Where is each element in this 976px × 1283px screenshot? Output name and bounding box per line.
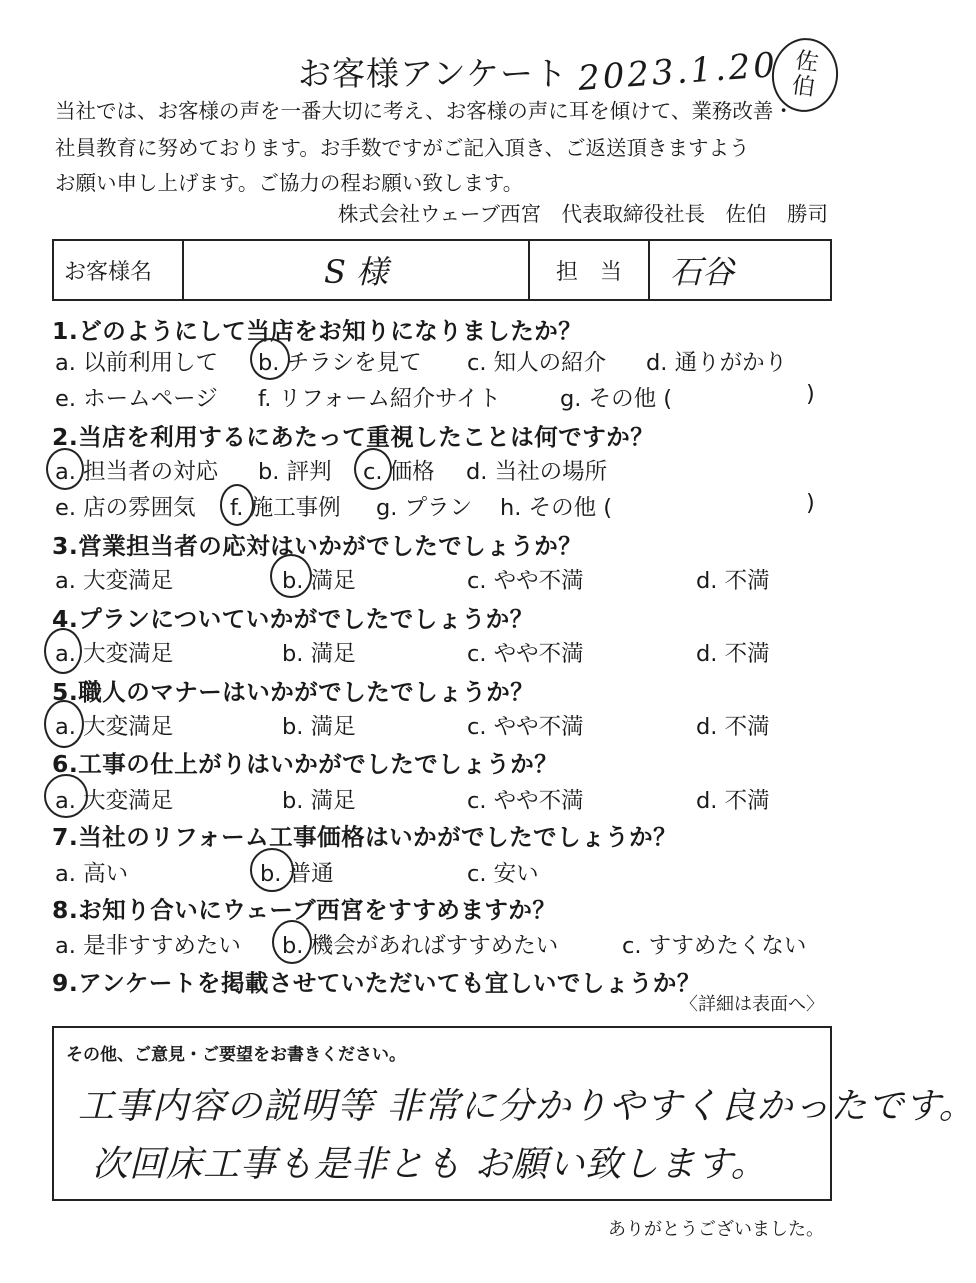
q3-option-b[interactable]: b. 満足 (282, 568, 356, 594)
q7-option-b[interactable]: b. 普通 (260, 861, 334, 887)
detail-note: 〈詳細は表面へ〉 (680, 994, 824, 1015)
q1-option-f[interactable]: f. リフォーム紹介サイト (258, 386, 501, 412)
q5-option-b[interactable]: b. 満足 (282, 714, 356, 740)
staff-label: 担 当 (530, 241, 650, 299)
q3-option-c[interactable]: c. やや不満 (467, 568, 584, 594)
q7-selected-circle (250, 848, 294, 892)
q8-option-b[interactable]: b. 機会があればすすめたい (282, 933, 559, 959)
question-7: 7.当社のリフォーム工事価格はいかがでしたでしょうか？ (52, 823, 678, 851)
q2-option-e[interactable]: e. 店の雰囲気 (55, 495, 196, 521)
q2-option-b[interactable]: b. 評判 (258, 459, 332, 485)
q1-option-e[interactable]: e. ホームページ (55, 386, 218, 412)
q4-selected-circle (44, 628, 82, 674)
question-4: 4.プランについていかがでしたでしょうか？ (52, 605, 534, 633)
q2-option-a[interactable]: a. 担当者の対応 (55, 459, 219, 485)
q6-option-b[interactable]: b. 満足 (282, 788, 356, 814)
q2-option-g[interactable]: g. プラン (376, 495, 473, 521)
intro-line-2: 社員教育に努めております。お手数ですがご記入頂き、ご返送頂きますよう (55, 136, 750, 160)
q1-option-g-close: ) (806, 381, 815, 407)
q4-option-d[interactable]: d. 不満 (696, 641, 770, 667)
q4-option-a[interactable]: a. 大変満足 (55, 641, 174, 667)
comment-line-1: 工事内容の説明等 非常に分かりやすく良かったです。 (78, 1086, 976, 1127)
customer-info-box (52, 239, 832, 301)
q5-option-a[interactable]: a. 大変満足 (55, 714, 174, 740)
handwritten-date: 2023.1.20 (576, 45, 780, 99)
q2-selected-circle-c (354, 448, 392, 490)
q3-option-d[interactable]: d. 不満 (696, 568, 770, 594)
intro-line-1: 当社では、お客様の声を一番大切に考え、お客様の声に耳を傾けて、業務改善・ (55, 99, 794, 123)
q5-option-c[interactable]: c. やや不満 (467, 714, 584, 740)
q1-selected-circle (250, 338, 290, 380)
q1-option-d[interactable]: d. 通りがかり (646, 350, 788, 376)
q3-selected-circle (270, 554, 312, 598)
q6-selected-circle (44, 774, 88, 818)
staff-field[interactable]: 石谷 (670, 253, 735, 291)
comment-heading: その他、ご意見・ご要望をお書きください。 (66, 1045, 406, 1065)
q2-selected-circle-f (220, 484, 254, 526)
q3-option-a[interactable]: a. 大変満足 (55, 568, 174, 594)
q1-option-a[interactable]: a. 以前利用して (55, 350, 219, 376)
q2-selected-circle-a (46, 448, 84, 490)
q5-option-d[interactable]: d. 不満 (696, 714, 770, 740)
customer-name-field[interactable]: S 様 (184, 241, 530, 299)
survey-title: お客様アンケート (297, 54, 569, 93)
q8-option-c[interactable]: c. すすめたくない (622, 933, 807, 959)
q6-option-c[interactable]: c. やや不満 (467, 788, 584, 814)
q4-option-c[interactable]: c. やや不満 (467, 641, 584, 667)
question-6: 6.工事の仕上がりはいかがでしたでしょうか？ (52, 750, 559, 778)
q1-option-b[interactable]: b. チラシを見て (258, 350, 422, 376)
q7-option-a[interactable]: a. 高い (55, 861, 129, 887)
stamp-char-2: 伯 (790, 72, 817, 102)
q6-option-d[interactable]: d. 不満 (696, 788, 770, 814)
q1-option-c[interactable]: c. 知人の紹介 (467, 350, 607, 376)
q2-option-f[interactable]: f. 施工事例 (230, 495, 341, 521)
q1-option-g[interactable]: g. その他 ( (560, 386, 673, 412)
question-3: 3.営業担当者の応対はいかがでしたでしょうか？ (52, 532, 583, 560)
question-5: 5.職人のマナーはいかがでしたでしょうか？ (52, 678, 535, 706)
question-8: 8.お知り合いにウェーブ西宮をすすめますか？ (52, 896, 557, 924)
q4-option-b[interactable]: b. 満足 (282, 641, 356, 667)
q2-option-h[interactable]: h. その他 ( (500, 495, 612, 521)
q5-selected-circle (44, 700, 84, 748)
q8-selected-circle (272, 920, 312, 964)
question-1: 1.どのようにして当店をお知りになりましたか？ (52, 317, 583, 345)
comment-line-2: 次回床工事も是非とも お願い致します。 (92, 1144, 768, 1185)
question-9: 9.アンケートを掲載させていただいても宜しいでしょうか？ (52, 969, 701, 997)
customer-name-label: お客様名 (54, 241, 184, 299)
q2-option-c[interactable]: c. 価格 (363, 459, 435, 485)
thanks-text: ありがとうございました。 (608, 1219, 824, 1240)
intro-line-3: お願い申し上げます。ご協力の程お願い致します。 (55, 171, 524, 195)
q7-option-c[interactable]: c. 安い (467, 861, 539, 887)
company-signature: 株式会社ウェーブ西宮 代表取締役社長 佐伯 勝司 (337, 202, 828, 226)
q2-option-d[interactable]: d. 当社の場所 (466, 459, 608, 485)
stamp-char-1: 佐 (793, 47, 821, 77)
q2-option-h-close: ) (806, 490, 815, 516)
question-2: 2.当店を利用するにあたって重視したことは何ですか？ (52, 423, 655, 451)
q8-option-a[interactable]: a. 是非すすめたい (55, 933, 241, 959)
q6-option-a[interactable]: a. 大変満足 (55, 788, 174, 814)
